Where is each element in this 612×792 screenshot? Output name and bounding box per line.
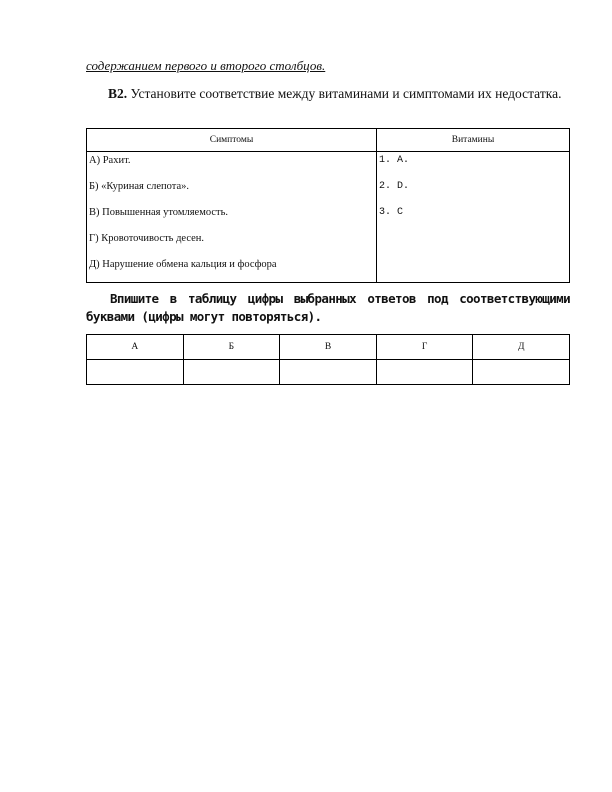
- vitamins-cell: [377, 152, 570, 283]
- vitamin-item: 1. A.: [379, 155, 410, 166]
- answer-header-a: А: [87, 335, 184, 360]
- symptom-item: Д) Нарушение обмена кальция и фосфора: [89, 259, 277, 270]
- answer-cell-g[interactable]: [376, 360, 473, 385]
- answer-table: [86, 334, 570, 385]
- symptom-item: Г) Кровоточивость десен.: [89, 233, 205, 244]
- symptom-item: В) Повышенная утомляемость.: [89, 207, 229, 218]
- answer-header-row: [87, 335, 570, 360]
- vitamin-item: 3. C: [379, 207, 404, 218]
- answer-cell-b[interactable]: [183, 360, 280, 385]
- matching-table-header-row: [87, 129, 570, 152]
- intro-line: содержанием первого и второго столбцов.: [86, 58, 326, 73]
- answer-cell-d[interactable]: [473, 360, 570, 385]
- answer-header-b: Б: [183, 335, 280, 360]
- answer-header-g: Г: [376, 335, 473, 360]
- task-b2: [86, 84, 570, 104]
- answer-cell-a[interactable]: [87, 360, 184, 385]
- symptoms-header: Симптомы: [87, 129, 377, 152]
- instruction-text: [86, 290, 570, 326]
- symptom-item: Б) «Куриная слепота».: [89, 181, 190, 192]
- matching-table-body-row: [87, 152, 570, 283]
- answer-header-d: Д: [473, 335, 570, 360]
- symptoms-cell: [87, 152, 377, 283]
- answer-cell-v[interactable]: [280, 360, 377, 385]
- task-text: Установите соответствие между витаминами и симптомами их недостатка.: [127, 86, 562, 101]
- matching-table: [86, 128, 570, 283]
- vitamins-header: Витамины: [377, 129, 570, 152]
- answer-header-v: В: [280, 335, 377, 360]
- instruction-label: Впишите в таблицу цифры выбранных ответов под соответствующими буквами (цифры могут повторяться).: [86, 291, 570, 324]
- vitamin-item: 2. D.: [379, 181, 410, 192]
- task-number: В2.: [108, 86, 128, 101]
- symptom-item: А) Рахит.: [89, 155, 131, 166]
- answer-input-row: [87, 360, 570, 385]
